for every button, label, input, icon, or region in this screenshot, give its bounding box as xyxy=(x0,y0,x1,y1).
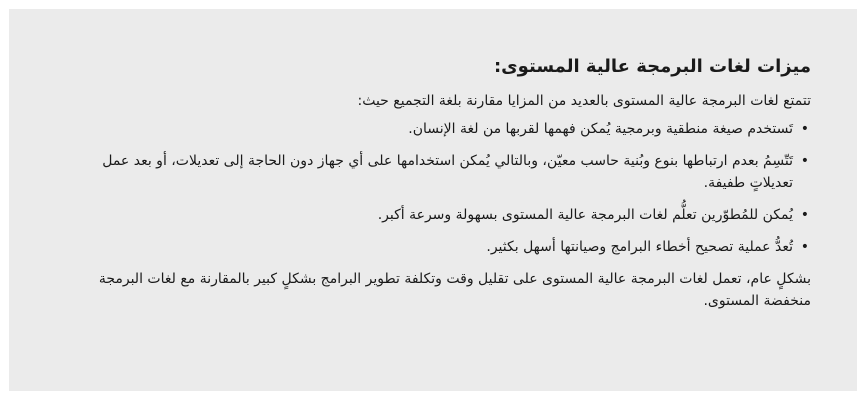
content-panel xyxy=(9,9,857,391)
list-item xyxy=(55,204,811,226)
list-item-text: تَستخدم صيغة منطقية وبرمجية يُمكن فهمها لقربها من لغة الإنسان. xyxy=(408,121,793,137)
list-item-text: تَتّسِمُ بعدم ارتباطها بنوع وبُنية حاسب معيّن، وبالتالي يُمكن استخدامها على أي جهاز دون الحاجة إلى تعديلات، أو بعد عمل تعديلاتٍ طفيفة. xyxy=(102,153,793,191)
bullet-icon: • xyxy=(800,239,809,255)
section-heading: ميزات لغات البرمجة عالية المستوى: xyxy=(493,56,811,77)
list-item xyxy=(55,236,811,258)
intro-paragraph: تتمتع لغات البرمجة عالية المستوى بالعديد من المزايا مقارنة بلغة التجميع حيث: xyxy=(357,93,811,109)
list-item xyxy=(55,118,811,140)
list-item-text: تُعدُّ عملية تصحيح أخطاء البرامج وصيانتها أسهل بكثير. xyxy=(486,239,793,255)
document-body xyxy=(55,55,811,312)
bullet-icon: • xyxy=(800,121,809,137)
bullet-icon: • xyxy=(800,207,809,223)
bullet-icon: • xyxy=(800,153,809,169)
summary-paragraph: بشكلٍ عام، تعمل لغات البرمجة عالية المستوى على تقليل وقت وتكلفة تطوير البرامج بشكلٍ كبير بالمقارنة مع لغات البرمجة منخفضة المستوى. xyxy=(98,271,811,309)
list-item-text: يُمكن للمُطوّرين تعلُّم لغات البرمجة عالية المستوى بسهولة وسرعة أكبر. xyxy=(377,207,793,223)
features-list xyxy=(55,118,811,258)
list-item xyxy=(55,150,811,194)
